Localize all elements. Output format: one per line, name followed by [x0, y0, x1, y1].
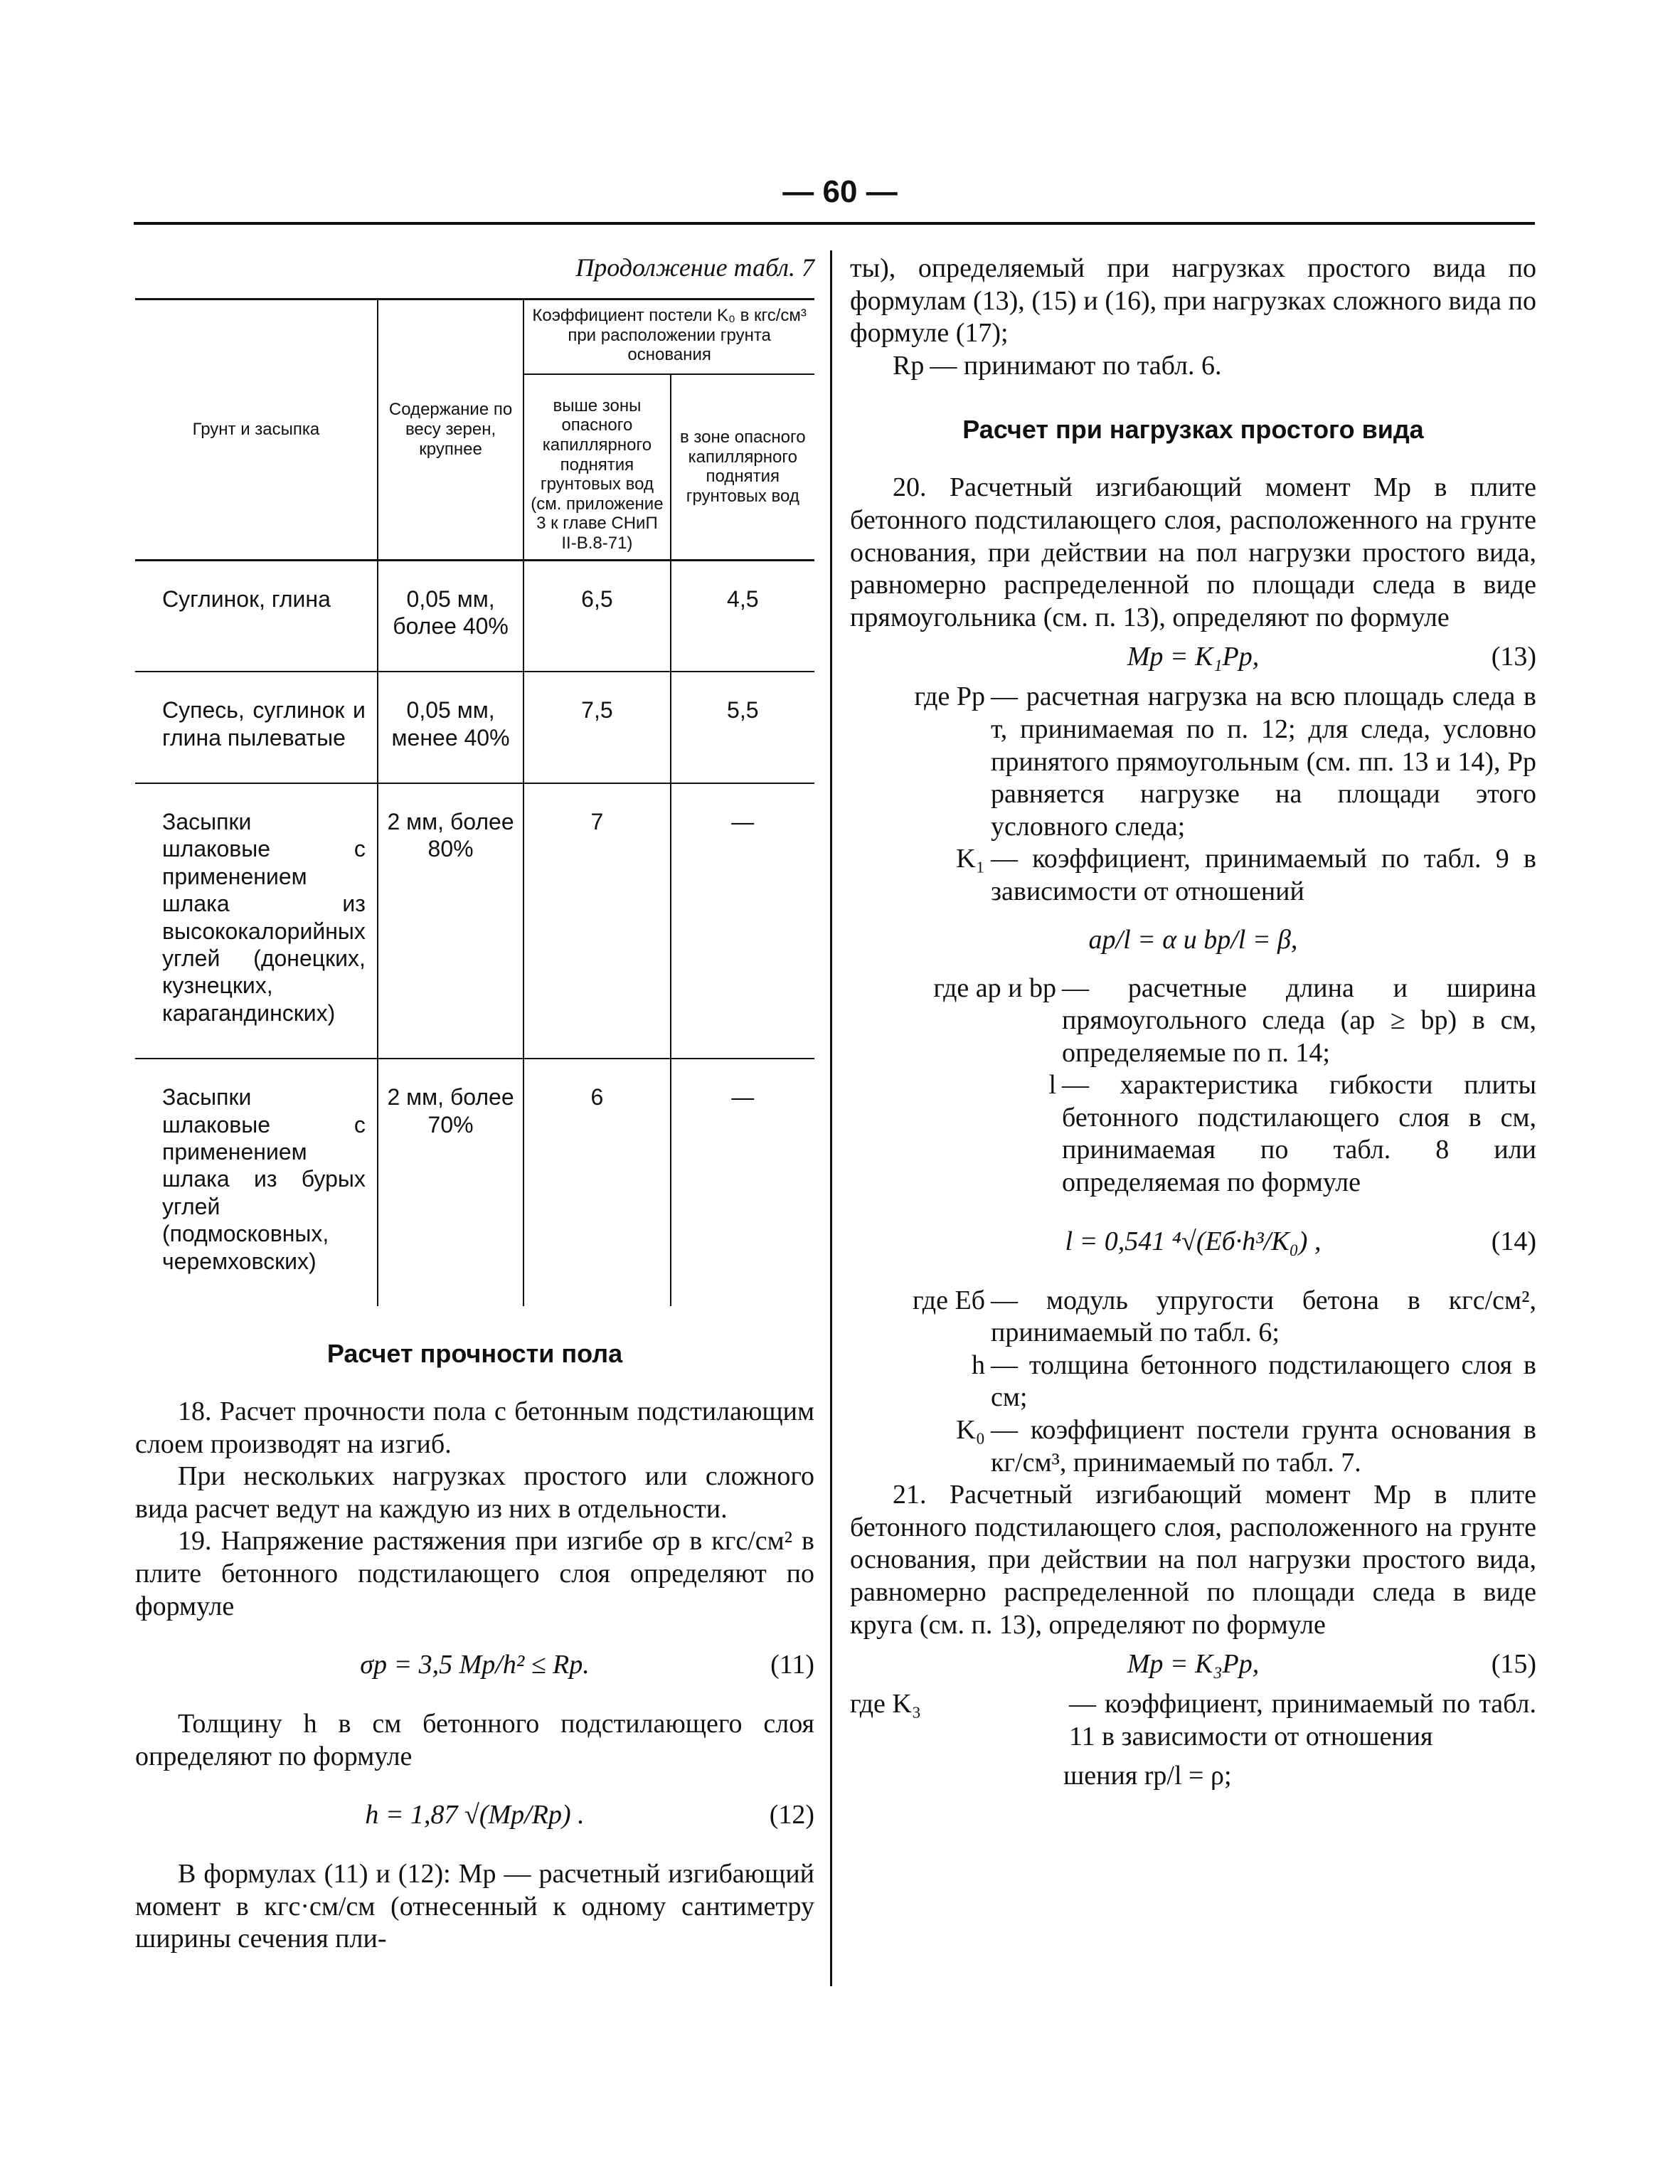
table-row [135, 672, 814, 783]
cell-within: 4,5 [671, 560, 814, 672]
definition-symbol: K₀ [956, 1415, 985, 1446]
left-column [135, 253, 814, 1956]
definition-text: — толщина бетонного подстилающего слоя в см; [991, 1350, 1536, 1413]
cell-within: — [671, 783, 814, 1059]
header-within-zone: в зоне опасного капиллярного поднятия грунтовых вод [671, 374, 814, 560]
cell-content: 0,05 мм, менее 40% [378, 672, 523, 783]
formula-11 [135, 1626, 814, 1704]
cell-content: 2 мм, более 80% [378, 783, 523, 1059]
paragraph-18b: При нескольких нагрузках простого или сложного вида расчет ведут на каждую из них в отдельности. [135, 1461, 814, 1524]
paragraph-formulas-note: В формулах (11) и (12): Mр — расчетный изгибающий момент в кгс·см/см (отнесенный к одному сантиметру ширины сечения пли- [135, 1859, 814, 1954]
table-row [135, 1059, 814, 1306]
header-coefficient-group: Коэффициент постели K₀ в кгс/см³ при расположении грунта основания [523, 299, 814, 374]
formula-13-expression: Mр = K₁Pр, [1127, 642, 1260, 672]
soil-coefficient-table [135, 298, 814, 1306]
ratio-alpha-beta [850, 911, 1536, 968]
definition-rp [850, 350, 1536, 383]
definitions-13 [850, 681, 1536, 908]
right-column [850, 253, 1536, 1793]
formula-13 [850, 637, 1536, 677]
formula-14 [850, 1202, 1536, 1281]
definition-symbol: K₁ [956, 844, 985, 874]
formula-15 [850, 1644, 1536, 1684]
table-continuation-label: Продолжение табл. 7 [575, 253, 814, 282]
definition-symbol: h [972, 1350, 985, 1380]
definition-symbol: где K₃ [850, 1689, 922, 1719]
definition-symbol: Rр [893, 350, 925, 381]
definition-text: — принимают по табл. 6. [930, 350, 1222, 381]
cell-soil: Засыпки шлаковые с применением шлака из бурых углей (подмосковных, черемховских) [162, 1084, 366, 1274]
cell-within: 5,5 [671, 672, 814, 783]
definition-symbol: где Eб [913, 1285, 985, 1315]
table-row [135, 560, 814, 672]
header-soil: Грунт и засыпка [135, 299, 378, 561]
cell-above: 6,5 [523, 560, 670, 672]
formula-13-number: (13) [1491, 642, 1536, 672]
definitions-ratio [850, 972, 1536, 1199]
column-divider [830, 250, 832, 1986]
header-content: Содержание по весу зерен, крупнее [378, 299, 523, 561]
section-title-strength: Расчет прочности пола [326, 1338, 623, 1368]
formula-15-expression: Mр = K₃Pр, [1127, 1649, 1260, 1680]
cell-soil: Суглинок, глина [135, 560, 378, 672]
paragraph-21: 21. Расчетный изгибающий момент Mр в плите бетонного подстилающего слоя, расположенного на грунте основания, при действии на пол нагрузки простого вида, равномерно распределенной по площади следа в виде круга (см. п. 13), определяют по формуле [850, 1480, 1536, 1640]
section-title-simple-loads: Расчет при нагрузках простого вида [962, 415, 1424, 445]
formula-15-number: (15) [1491, 1649, 1536, 1680]
cell-above: 7 [523, 783, 670, 1059]
definitions-14 [850, 1285, 1536, 1480]
formula-11-expression: σр = 3,5 Mр/h² ≤ Rр. [360, 1650, 590, 1680]
definition-text: — расчетная нагрузка на всю площадь следа в т, принимаемая по п. 12; для следа, условно принятого прямоугольным (см. пп. 13 и 14), Pр равняется нагрузке на площади этого условного следа; [991, 682, 1536, 842]
formula-12-expression: h = 1,87 √(Mр/Rр) . [365, 1800, 585, 1830]
formula-12-number: (12) [769, 1800, 814, 1830]
paragraph-thickness: Толщину h в см бетонного подстилающего слоя определяют по формуле [135, 1709, 814, 1771]
cell-content: 2 мм, более 70% [378, 1059, 523, 1306]
cell-above: 6 [523, 1059, 670, 1306]
cell-content: 0,05 мм, более 40% [378, 560, 523, 672]
ratio-rho: шения rр/l = ρ; [1063, 1761, 1232, 1791]
table-row [135, 783, 814, 1059]
definition-symbol: l [1048, 1070, 1056, 1101]
formula-11-number: (11) [770, 1650, 814, 1680]
formula-12 [135, 1776, 814, 1854]
definition-symbol: где aр и bр [933, 972, 1056, 1003]
header-rule [134, 222, 1535, 225]
definition-text: — расчетные длина и ширина прямоугольного следа (aр ≥ bр) в см, определяемые по п. 14; [1062, 972, 1536, 1068]
paragraph-continuation: ты), определяемый при нагрузках простого вида по формулам (13), (15) и (16), при нагрузках сложного вида по формуле (17); [850, 253, 1536, 349]
paragraph-20: 20. Расчетный изгибающий момент Mр в плите бетонного подстилающего слоя, расположенного на грунте основания, при действии на пол нагрузки простого вида, равномерно распределенной по площади следа в виде прямоугольника (см. п. 13), определяют по формуле [850, 472, 1536, 632]
page-number: — 60 — [782, 174, 898, 209]
formula-14-number: (14) [1491, 1226, 1536, 1256]
cell-soil: Засыпки шлаковые с применением шлака из высококалорийных углей (донецких, кузнецких, карагандинских) [135, 783, 378, 1059]
paragraph-19: 19. Напряжение растяжения при изгибе σр в кгс/см² в плите бетонного подстилающего слоя определяют по формуле [135, 1526, 814, 1621]
cell-within: — [671, 1059, 814, 1306]
definition-text: — модуль упругости бетона в кгс/см², принимаемый по табл. 6; [991, 1285, 1536, 1348]
definition-text: — коэффициент, принимаемый по табл. 11 в зависимости от отношения [1069, 1689, 1536, 1751]
definitions-15 [850, 1688, 1536, 1753]
definition-text: — коэффициент постели грунта основания в кг/см³, принимаемый по табл. 7. [991, 1415, 1536, 1478]
paragraph-18: 18. Расчет прочности пола с бетонным подстилающим слоем производят на изгиб. [135, 1396, 814, 1459]
formula-14-expression: l = 0,541 ⁴√(Eб·h³/K₀) , [1065, 1226, 1322, 1256]
header-above-zone: выше зоны опасного капиллярного поднятия грунтовых вод (см. приложение 3 к главе СНиП II-В.8-71) [523, 374, 670, 560]
definition-text: — коэффициент, принимаемый по табл. 9 в зависимости от отношений [991, 844, 1536, 906]
definition-symbol: где Pр [914, 682, 985, 712]
cell-above: 7,5 [523, 672, 670, 783]
ratio-alpha-beta-expression: aр/l = α и bр/l = β, [1088, 924, 1298, 955]
definition-text: — характеристика гибкости плиты бетонного подстилающего слоя в см, принимаемая по табл. 8 или определяемая по формуле [1062, 1070, 1536, 1198]
cell-soil: Супесь, суглинок и глина пылеватые [135, 672, 378, 783]
